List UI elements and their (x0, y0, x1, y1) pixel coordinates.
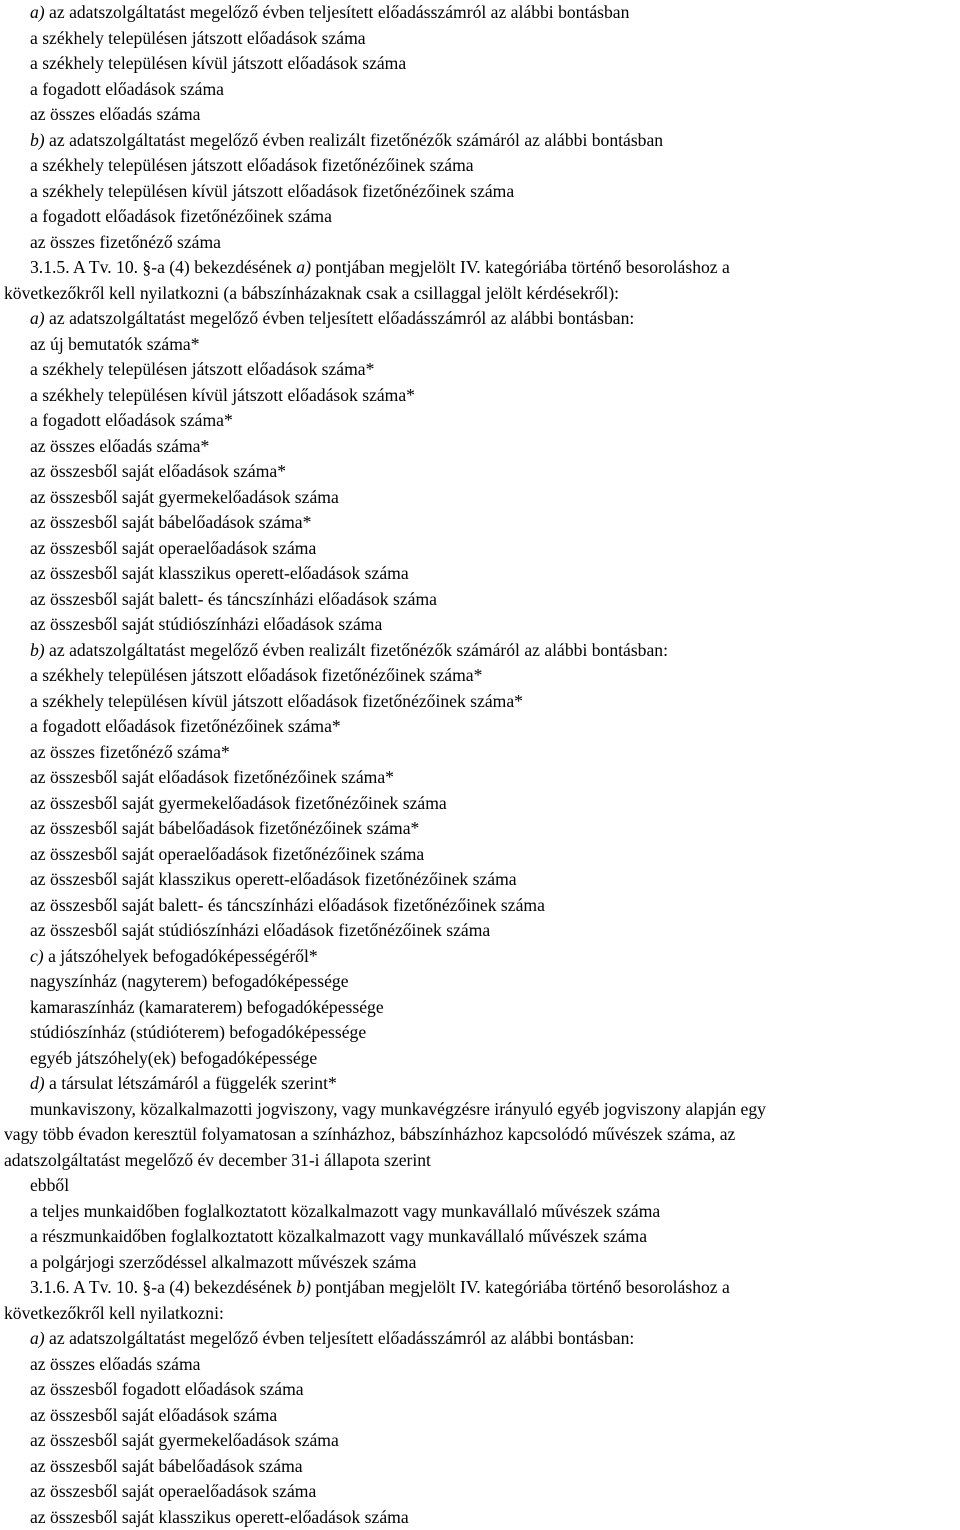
line-text: az összesből saját bábelőadások száma* (30, 512, 311, 532)
text-line (0, 51, 960, 77)
line-text: az adatszolgáltatást megelőző évben teljesített előadásszámról az alábbi bontásban: (45, 308, 635, 328)
line-text: a játszóhelyek befogadóképességéről* (44, 946, 318, 966)
line-text: egyéb játszóhely(ek) befogadóképessége (30, 1048, 317, 1068)
text-line (0, 0, 960, 26)
inline-point-marker: b) (296, 1277, 311, 1297)
text-line (0, 1326, 960, 1352)
text-line (0, 1020, 960, 1046)
text-line (0, 230, 960, 256)
text-line (0, 77, 960, 103)
line-text: az összesből fogadott előadások száma (30, 1379, 304, 1399)
text-line (0, 255, 960, 281)
line-text: stúdiószínház (stúdióterem) befogadóképessége (30, 1022, 366, 1042)
line-text: az összes fizetőnéző száma* (30, 742, 230, 762)
line-text: következőkről kell nyilatkozni (a bábszínházaknak csak a csillaggal jelölt kérdésekről): (4, 283, 619, 303)
text-line (0, 536, 960, 562)
text-line (0, 485, 960, 511)
line-text: adatszolgáltatást megelőző év december 31-i állapota szerint (4, 1150, 431, 1170)
text-line (0, 1097, 960, 1123)
line-text-tail: pontjában megjelölt IV. kategóriába történő besoroláshoz a (311, 257, 730, 277)
line-text: a székhely településen kívül játszott előadások száma* (30, 385, 415, 405)
line-text: a székhely településen kívül játszott előadások száma (30, 53, 406, 73)
text-line (0, 1352, 960, 1378)
text-line (0, 306, 960, 332)
text-line (0, 408, 960, 434)
text-line (0, 204, 960, 230)
line-text: az összes fizetőnéző száma (30, 232, 221, 252)
line-text: nagyszínház (nagyterem) befogadóképessége (30, 971, 349, 991)
line-text: az összesből saját gyermekelőadások száma (30, 1430, 339, 1450)
line-text: az összesből saját gyermekelőadások száma (30, 487, 339, 507)
text-line (0, 969, 960, 995)
line-text: az adatszolgáltatást megelőző évben realizált fizetőnézők számáról az alábbi bontásban (45, 130, 663, 150)
list-marker: b) (30, 640, 45, 660)
text-line (0, 587, 960, 613)
text-line (0, 434, 960, 460)
line-text: vagy több évadon keresztül folyamatosan a színházhoz, bábszínházhoz kapcsolódó művészek száma, az (4, 1124, 735, 1144)
text-line (0, 714, 960, 740)
text-line (0, 944, 960, 970)
list-marker: a) (30, 2, 45, 22)
text-line (0, 128, 960, 154)
line-text: a székhely településen kívül játszott előadások fizetőnézőinek száma (30, 181, 514, 201)
text-line (0, 510, 960, 536)
text-line (0, 1071, 960, 1097)
line-text: a fogadott előadások fizetőnézőinek száma (30, 206, 332, 226)
line-text: munkaviszony, közalkalmazotti jogviszony, vagy munkavégzésre irányuló egyéb jogviszony alapján egy (30, 1099, 766, 1119)
text-line (0, 1428, 960, 1454)
text-line (0, 740, 960, 766)
line-text: az összesből saját klasszikus operett-előadások fizetőnézőinek száma (30, 869, 517, 889)
line-text: a székhely településen játszott előadások száma* (30, 359, 374, 379)
line-text: az összesből saját előadások száma* (30, 461, 286, 481)
line-text: az összesből saját stúdiószínházi előadások fizetőnézőinek száma (30, 920, 490, 940)
line-text-tail: pontjában megjelölt IV. kategóriába történő besoroláshoz a (311, 1277, 730, 1297)
inline-point-marker: a) (296, 257, 311, 277)
line-text: a részmunkaidőben foglalkoztatott közalkalmazott vagy munkavállaló művészek száma (30, 1226, 647, 1246)
text-line (0, 1505, 960, 1530)
text-line (0, 689, 960, 715)
text-line (0, 1275, 960, 1301)
line-text: a teljes munkaidőben foglalkoztatott közalkalmazott vagy munkavállaló művészek száma (30, 1201, 660, 1221)
line-text: a fogadott előadások fizetőnézőinek száma* (30, 716, 341, 736)
line-text: ebből (30, 1175, 69, 1195)
list-marker: b) (30, 130, 45, 150)
text-line (0, 1046, 960, 1072)
line-text: az összes előadás száma (30, 1354, 200, 1374)
line-text: a polgárjogi szerződéssel alkalmazott művészek száma (30, 1252, 416, 1272)
text-line (0, 1403, 960, 1429)
line-text: a székhely településen játszott előadások fizetőnézőinek száma* (30, 665, 482, 685)
text-line (0, 332, 960, 358)
text-line (0, 867, 960, 893)
list-marker: d) (30, 1073, 45, 1093)
text-line (0, 663, 960, 689)
line-text: következőkről kell nyilatkozni: (4, 1303, 224, 1323)
line-text: az új bemutatók száma* (30, 334, 200, 354)
line-text: az adatszolgáltatást megelőző évben teljesített előadásszámról az alábbi bontásban: (45, 1328, 635, 1348)
text-line (0, 816, 960, 842)
line-text: a székhely településen kívül játszott előadások fizetőnézőinek száma* (30, 691, 523, 711)
text-line (0, 1224, 960, 1250)
line-text: a fogadott előadások száma* (30, 410, 233, 430)
text-line (0, 1301, 960, 1327)
line-text: a fogadott előadások száma (30, 79, 224, 99)
line-text: kamaraszínház (kamaraterem) befogadóképessége (30, 997, 384, 1017)
list-marker: a) (30, 308, 45, 328)
text-line (0, 765, 960, 791)
text-line (0, 842, 960, 868)
line-text: 3.1.6. A Tv. 10. §-a (4) bekezdésének (30, 1277, 296, 1297)
line-text: az összesből saját operaelőadások fizetőnézőinek száma (30, 844, 424, 864)
text-line (0, 281, 960, 307)
text-line (0, 459, 960, 485)
line-text: az összesből saját stúdiószínházi előadások száma (30, 614, 382, 634)
line-text: az összesből saját klasszikus operett-előadások száma (30, 563, 409, 583)
text-line (0, 153, 960, 179)
text-line (0, 893, 960, 919)
line-text: az összesből saját bábelőadások fizetőnézőinek száma* (30, 818, 419, 838)
line-text: az adatszolgáltatást megelőző évben teljesített előadásszámról az alábbi bontásban (45, 2, 630, 22)
text-line (0, 1122, 960, 1148)
line-text: 3.1.5. A Tv. 10. §-a (4) bekezdésének (30, 257, 296, 277)
text-line (0, 1454, 960, 1480)
line-text: az összes előadás száma (30, 104, 200, 124)
line-text: az összesből saját balett- és táncszínházi előadások száma (30, 589, 437, 609)
line-text: a székhely településen játszott előadások fizetőnézőinek száma (30, 155, 474, 175)
list-marker: a) (30, 1328, 45, 1348)
text-line (0, 612, 960, 638)
text-line (0, 1250, 960, 1276)
line-text: a társulat létszámáról a függelék szerint* (45, 1073, 337, 1093)
line-text: az összes előadás száma* (30, 436, 209, 456)
line-text: az összesből saját operaelőadások száma (30, 1481, 316, 1501)
line-text: az összesből saját előadások fizetőnézőinek száma* (30, 767, 394, 787)
text-line (0, 1199, 960, 1225)
line-text: az összesből saját klasszikus operett-előadások száma (30, 1507, 409, 1527)
list-marker: c) (30, 946, 44, 966)
text-line (0, 1377, 960, 1403)
line-text: az összesből saját bábelőadások száma (30, 1456, 303, 1476)
line-text: az összesből saját előadások száma (30, 1405, 277, 1425)
text-line (0, 561, 960, 587)
text-line (0, 1173, 960, 1199)
text-line (0, 102, 960, 128)
text-line (0, 638, 960, 664)
line-text: az összesből saját balett- és táncszínházi előadások fizetőnézőinek száma (30, 895, 545, 915)
text-line (0, 1479, 960, 1505)
text-line (0, 383, 960, 409)
line-text: az összesből saját gyermekelőadások fizetőnézőinek száma (30, 793, 447, 813)
text-line (0, 918, 960, 944)
line-text: az adatszolgáltatást megelőző évben realizált fizetőnézők számáról az alábbi bontásban: (45, 640, 668, 660)
line-text: a székhely településen játszott előadások száma (30, 28, 366, 48)
text-line (0, 357, 960, 383)
line-text: az összesből saját operaelőadások száma (30, 538, 316, 558)
text-line (0, 1148, 960, 1174)
text-line (0, 26, 960, 52)
text-line (0, 179, 960, 205)
text-line (0, 791, 960, 817)
text-line (0, 995, 960, 1021)
